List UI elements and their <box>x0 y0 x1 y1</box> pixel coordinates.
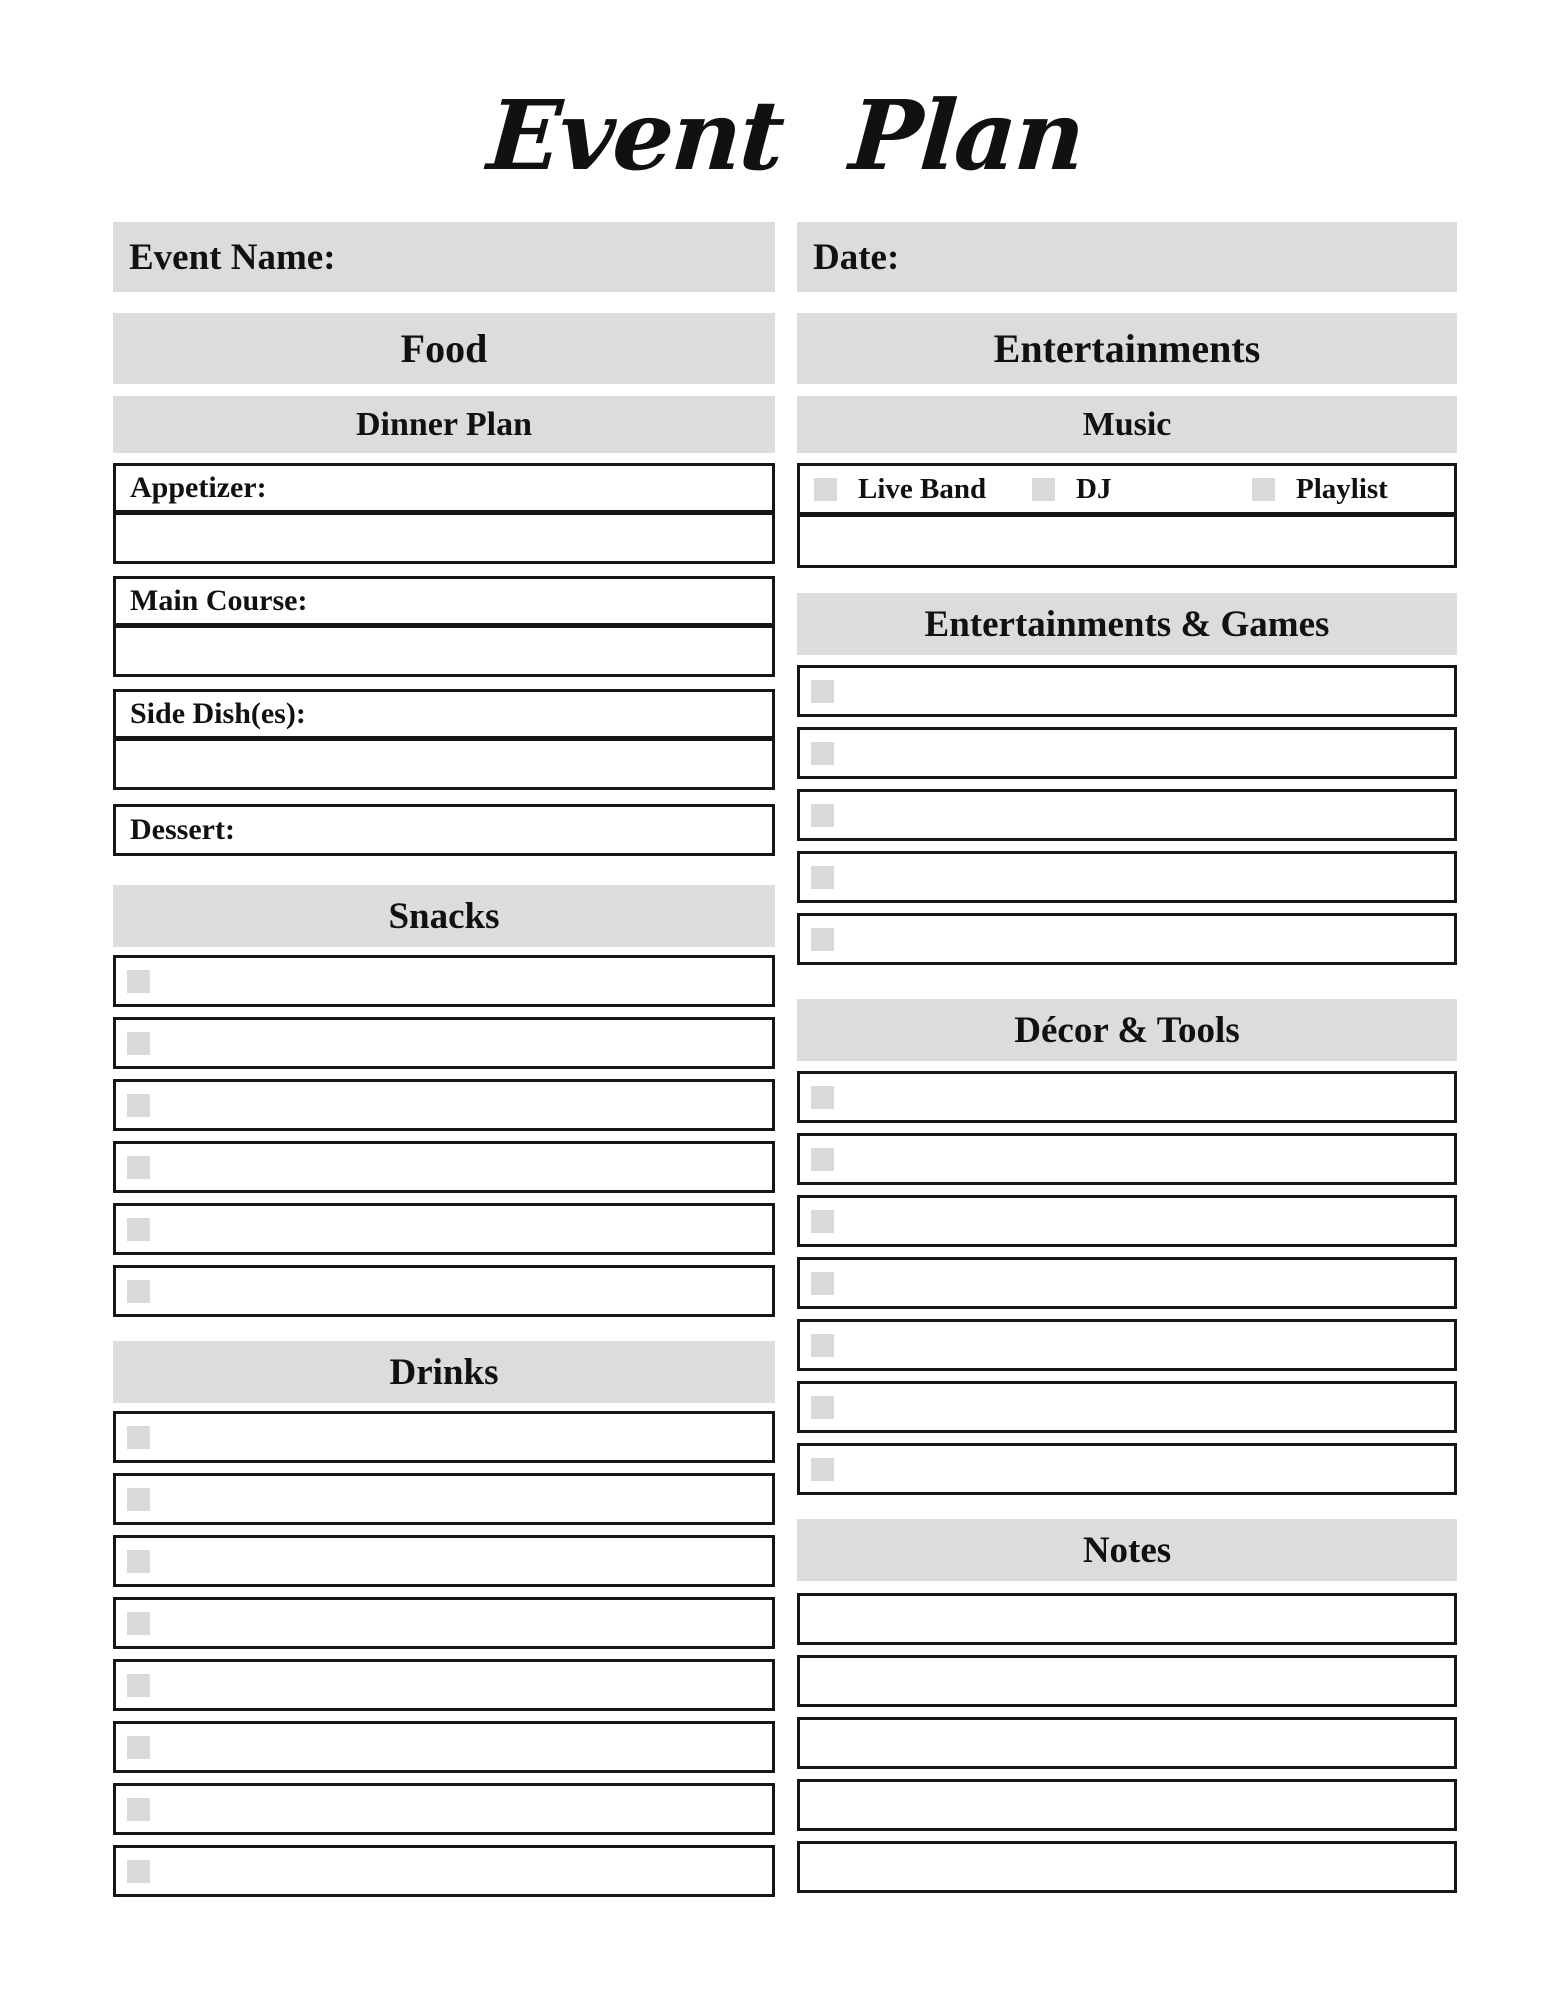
games-section-header <box>797 593 1457 655</box>
main-course-label: Main Course: <box>130 584 308 617</box>
notes-title: Notes <box>1082 1529 1172 1571</box>
games-checklist-row[interactable] <box>797 851 1457 903</box>
notes-row[interactable] <box>797 1593 1457 1645</box>
checkbox[interactable] <box>127 1798 150 1821</box>
music-input-box[interactable] <box>797 514 1457 568</box>
checkbox[interactable] <box>811 1210 834 1233</box>
checkbox[interactable] <box>127 970 150 993</box>
notes-row[interactable] <box>797 1779 1457 1831</box>
page-header <box>113 0 1458 202</box>
appetizer-label-box[interactable] <box>113 463 775 513</box>
notes-row[interactable] <box>797 1655 1457 1707</box>
music-field-group <box>797 463 1457 568</box>
event-name-field[interactable] <box>113 222 775 292</box>
checkbox[interactable] <box>811 1458 834 1481</box>
checkbox[interactable] <box>127 1550 150 1573</box>
drinks-checklist-row[interactable] <box>113 1845 775 1897</box>
main-course-input-box[interactable] <box>113 625 775 677</box>
notes-list <box>797 1593 1457 1903</box>
dj-checkbox[interactable] <box>1032 478 1055 501</box>
checkbox[interactable] <box>811 866 834 889</box>
games-checklist <box>797 665 1457 975</box>
appetizer-input-box[interactable] <box>113 512 775 564</box>
checkbox[interactable] <box>127 1156 150 1179</box>
main-course-label-box[interactable] <box>113 576 775 626</box>
drinks-checklist-row[interactable] <box>113 1411 775 1463</box>
playlist-label: Playlist <box>1296 472 1388 505</box>
checkbox[interactable] <box>811 680 834 703</box>
food-section-title: Food <box>400 326 488 371</box>
appetizer-label: Appetizer: <box>130 471 267 504</box>
snacks-checklist-row[interactable] <box>113 1141 775 1193</box>
decor-checklist-row[interactable] <box>797 1133 1457 1185</box>
drinks-checklist-row[interactable] <box>113 1473 775 1525</box>
music-option-playlist[interactable] <box>1252 466 1388 512</box>
snacks-checklist-row[interactable] <box>113 1265 775 1317</box>
snacks-checklist-row[interactable] <box>113 1079 775 1131</box>
checkbox[interactable] <box>811 1148 834 1171</box>
entertainments-section-header <box>797 313 1457 384</box>
dessert-field[interactable] <box>113 804 775 856</box>
event-name-label: Event Name: <box>129 236 336 278</box>
decor-checklist-row[interactable] <box>797 1381 1457 1433</box>
drinks-checklist-row[interactable] <box>113 1659 775 1711</box>
music-options-box <box>797 463 1457 515</box>
checkbox[interactable] <box>127 1860 150 1883</box>
decor-section-header <box>797 999 1457 1061</box>
checkbox[interactable] <box>127 1736 150 1759</box>
checkbox[interactable] <box>127 1674 150 1697</box>
checkbox[interactable] <box>127 1426 150 1449</box>
date-label: Date: <box>813 236 900 278</box>
entertainments-section-title: Entertainments <box>993 326 1261 371</box>
music-option-dj[interactable] <box>1032 466 1111 512</box>
checkbox[interactable] <box>811 742 834 765</box>
page-title: Event Plan <box>484 79 1087 192</box>
dessert-label: Dessert: <box>130 813 235 846</box>
games-checklist-row[interactable] <box>797 789 1457 841</box>
side-dishes-field-group <box>113 689 775 790</box>
dinner-plan-title: Dinner Plan <box>355 405 532 443</box>
checkbox[interactable] <box>127 1612 150 1635</box>
checkbox[interactable] <box>127 1218 150 1241</box>
checkbox[interactable] <box>127 1032 150 1055</box>
music-header <box>797 396 1457 453</box>
checkbox[interactable] <box>811 1334 834 1357</box>
date-field[interactable] <box>797 222 1457 292</box>
checkbox[interactable] <box>811 1272 834 1295</box>
snacks-section-header <box>113 885 775 947</box>
drinks-title: Drinks <box>389 1351 499 1393</box>
checkbox[interactable] <box>127 1488 150 1511</box>
checkbox[interactable] <box>811 1396 834 1419</box>
snacks-checklist-row[interactable] <box>113 1017 775 1069</box>
food-section-header <box>113 313 775 384</box>
dj-label: DJ <box>1076 472 1112 505</box>
live-band-checkbox[interactable] <box>814 478 837 501</box>
games-checklist-row[interactable] <box>797 727 1457 779</box>
snacks-checklist-row[interactable] <box>113 955 775 1007</box>
decor-checklist-row[interactable] <box>797 1195 1457 1247</box>
appetizer-field-group <box>113 463 775 564</box>
side-dishes-label: Side Dish(es): <box>130 697 306 730</box>
drinks-checklist-row[interactable] <box>113 1783 775 1835</box>
playlist-checkbox[interactable] <box>1252 478 1275 501</box>
games-checklist-row[interactable] <box>797 913 1457 965</box>
checkbox[interactable] <box>811 1086 834 1109</box>
snacks-checklist-row[interactable] <box>113 1203 775 1255</box>
music-option-live-band[interactable] <box>814 466 986 512</box>
side-dishes-input-box[interactable] <box>113 738 775 790</box>
drinks-checklist-row[interactable] <box>113 1535 775 1587</box>
games-checklist-row[interactable] <box>797 665 1457 717</box>
decor-checklist-row[interactable] <box>797 1319 1457 1371</box>
right-column <box>797 222 1457 1907</box>
games-title: Entertainments & Games <box>924 603 1330 645</box>
notes-section-header <box>797 1519 1457 1581</box>
left-column <box>113 222 775 1907</box>
notes-row[interactable] <box>797 1717 1457 1769</box>
drinks-section-header <box>113 1341 775 1403</box>
dinner-plan-header <box>113 396 775 453</box>
checkbox[interactable] <box>127 1094 150 1117</box>
drinks-checklist-row[interactable] <box>113 1721 775 1773</box>
decor-title: Décor & Tools <box>1014 1009 1240 1051</box>
live-band-label: Live Band <box>858 472 987 505</box>
snacks-title: Snacks <box>388 895 500 937</box>
decor-checklist-row[interactable] <box>797 1257 1457 1309</box>
decor-checklist <box>797 1071 1457 1505</box>
music-title: Music <box>1082 405 1172 443</box>
notes-row[interactable] <box>797 1841 1457 1893</box>
checkbox[interactable] <box>811 804 834 827</box>
checkbox[interactable] <box>811 928 834 951</box>
drinks-checklist <box>113 1411 775 1907</box>
side-dishes-label-box[interactable] <box>113 689 775 739</box>
decor-checklist-row[interactable] <box>797 1071 1457 1123</box>
snacks-checklist <box>113 955 775 1327</box>
planner-body <box>113 222 1458 1907</box>
drinks-checklist-row[interactable] <box>113 1597 775 1649</box>
decor-checklist-row[interactable] <box>797 1443 1457 1495</box>
main-course-field-group <box>113 576 775 677</box>
checkbox[interactable] <box>127 1280 150 1303</box>
